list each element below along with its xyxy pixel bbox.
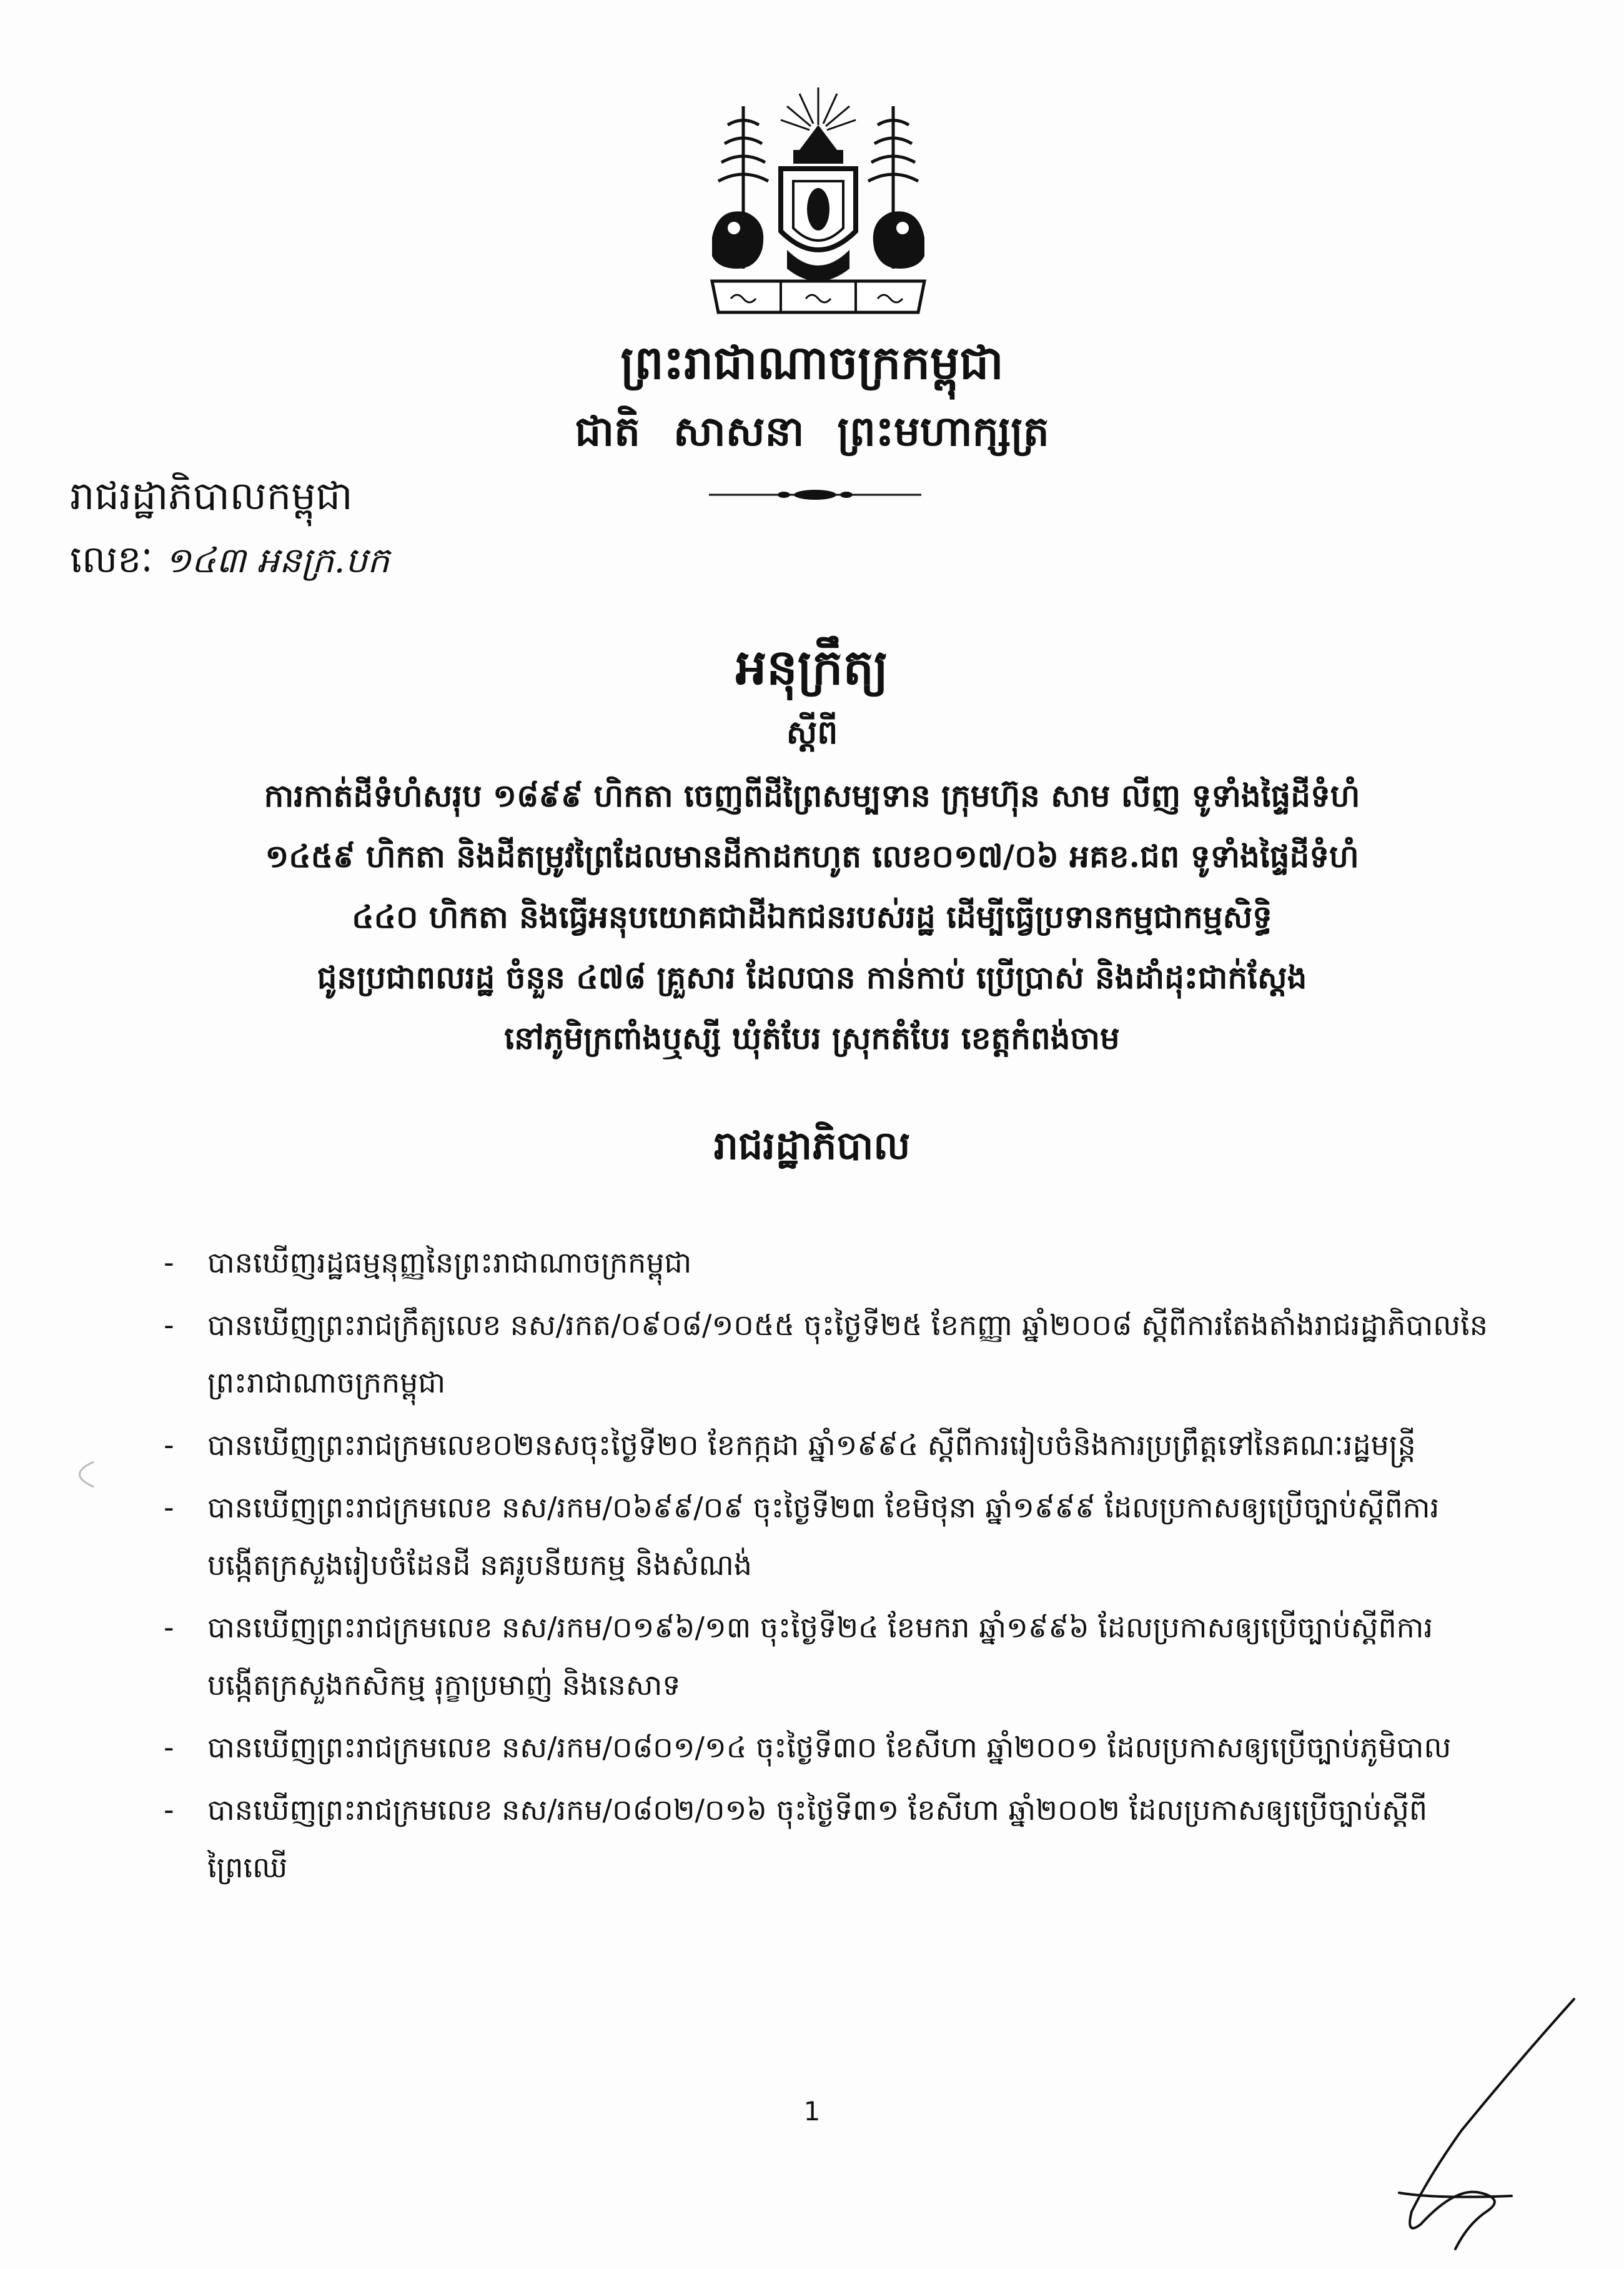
list-item (164, 1599, 1494, 1714)
subject-line: នៅភូមិក្រពាំងឬស្សី ឃុំតំបែរ ស្រុកតំបែរ ខេត្តកំពង់ចាម (504, 1020, 1120, 1056)
list-item (164, 1781, 1494, 1896)
punch-hole-mark-icon (59, 1456, 97, 1493)
kingdom-heading: ព្រះរាជាណាចក្រកម្ពុជា (620, 336, 1004, 390)
bullet-dash-icon: - (164, 1308, 174, 1342)
bullet-dash-icon: - (164, 1793, 174, 1827)
list-item (164, 1416, 1494, 1474)
subject-line: ៤៤០ ហិកតា និងធ្វើអនុបយោគជាដីឯកជនរបស់រដ្ឋ ដើម្បីធ្វើប្រទានកម្មជាកម្មសិទ្ធិ (352, 898, 1272, 935)
list-item (164, 1234, 1494, 1291)
citation-text: បានឃើញព្រះរាជក្រមលេខ នស/រកម/០៨០១/១៤ ចុះថ្ងៃទី៣០ ខែសីហា ឆ្នាំ២០០១ ដែលប្រកាសឲ្យប្រើច្បាប់ភូមិបាល (207, 1730, 1452, 1764)
issuing-government: រាជរដ្ឋាភិបាលកម្ពុជា (70, 473, 353, 519)
subject-line: ជូនប្រជាពលរដ្ឋ ចំនួន ៤៧៨ គ្រួសារ ដែលបាន កាន់កាប់ ប្រើប្រាស់ និងដាំដុះជាក់ស្តែង (317, 959, 1307, 996)
bullet-dash-icon: - (164, 1491, 174, 1524)
reference-label: លេខៈ (70, 538, 153, 582)
reference-number (70, 536, 390, 591)
legal-citations-list (164, 1234, 1494, 1901)
national-motto: ជាតិ សាសនា ព្រះមហាក្សត្រ (575, 407, 1049, 455)
bullet-dash-icon: - (164, 1428, 174, 1462)
bullet-dash-icon: - (164, 1246, 174, 1279)
reference-value: ១៤៣ អនក្រ.បក (164, 540, 390, 581)
document-type-title: អនុក្រឹត្យ (735, 639, 889, 696)
subject-intro: ស្តីពី (786, 713, 838, 752)
subject-text (156, 765, 1468, 1068)
subject-line: ការកាត់ដីទំហំសរុប ១៨៩៩ ហិកតា ចេញពីដីព្រៃសម្បទាន ក្រុមហ៊ុន សាម លីញ ទូទាំងផ្ទៃដីទំហំ (264, 777, 1360, 814)
signature-initial-icon (1362, 1987, 1587, 2262)
citation-text: បានឃើញព្រះរាជក្រមលេខ នស/រកម/០៨០២/០១៦ ចុះថ្ងៃទី៣១ ខែសីហា ឆ្នាំ២០០២ ដែលប្រកាសឲ្យប្រើច្បាប់ស្តីពីព្រៃឈើ (207, 1793, 1428, 1884)
issuer-heading: រាជរដ្ឋាភិបាល (713, 1123, 911, 1168)
citation-text: បានឃើញព្រះរាជក្រមលេខ នស/រកម/០៦៩៩/០៩ ចុះថ្ងៃទី២៣ ខែមិថុនា ឆ្នាំ១៩៩៩ ដែលប្រកាសឲ្យប្រើច្បាប់ស្តីពីការបង្កើតក្រសួងរៀបចំដែនដី នគរូបនីយកម្ម និងសំណង់ (207, 1491, 1440, 1582)
list-item (164, 1296, 1494, 1411)
citation-text: បានឃើញរដ្ឋធម្មនុញ្ញនៃព្រះរាជាណាចក្រកម្ពុជា (207, 1246, 692, 1279)
citation-text: បានឃើញព្រះរាជក្រមលេខ នស/រកម/០១៩៦/១៣ ចុះថ្ងៃទី២៤ ខែមករា ឆ្នាំ១៩៩៦ ដែលប្រកាសឲ្យប្រើច្បាប់ស្តីពីការបង្កើតក្រសួងកសិកម្ម រុក្ខាប្រមាញ់ និងនេសាទ (207, 1611, 1433, 1702)
subject-line: ១៤៥៩ ហិកតា និងដីតម្រូវព្រៃដែលមានដីកាដកហូត លេខ០១៧/០៦ អគខ.ជព ទូទាំងផ្ទៃដីទំហំ (265, 838, 1359, 875)
ornamental-divider-icon (709, 489, 921, 501)
bullet-dash-icon: - (164, 1611, 174, 1644)
citation-text: បានឃើញព្រះរាជក្រឹត្យលេខ នស/រកត/០៩០៨/១០៥៥ ចុះថ្ងៃទី២៥ ខែកញ្ញា ឆ្នាំ២០០៨ ស្តីពីការតែងតាំងរាជរដ្ឋាភិបាលនៃព្រះរាជាណាចក្រកម្ពុជា (207, 1308, 1488, 1399)
bullet-dash-icon: - (164, 1730, 174, 1764)
citation-text: បានឃើញព្រះរាជក្រមលេខ០២នសចុះថ្ងៃទី២០ ខែកក្កដា ឆ្នាំ១៩៩៤ ស្តីពីការរៀបចំនិងការប្រព្រឹត្តទៅនៃគណៈរដ្ឋមន្ត្រី (207, 1428, 1416, 1462)
list-item (164, 1719, 1494, 1776)
page-number: 1 (803, 2096, 821, 2127)
list-item (164, 1479, 1494, 1594)
royal-emblem-icon (700, 81, 937, 325)
